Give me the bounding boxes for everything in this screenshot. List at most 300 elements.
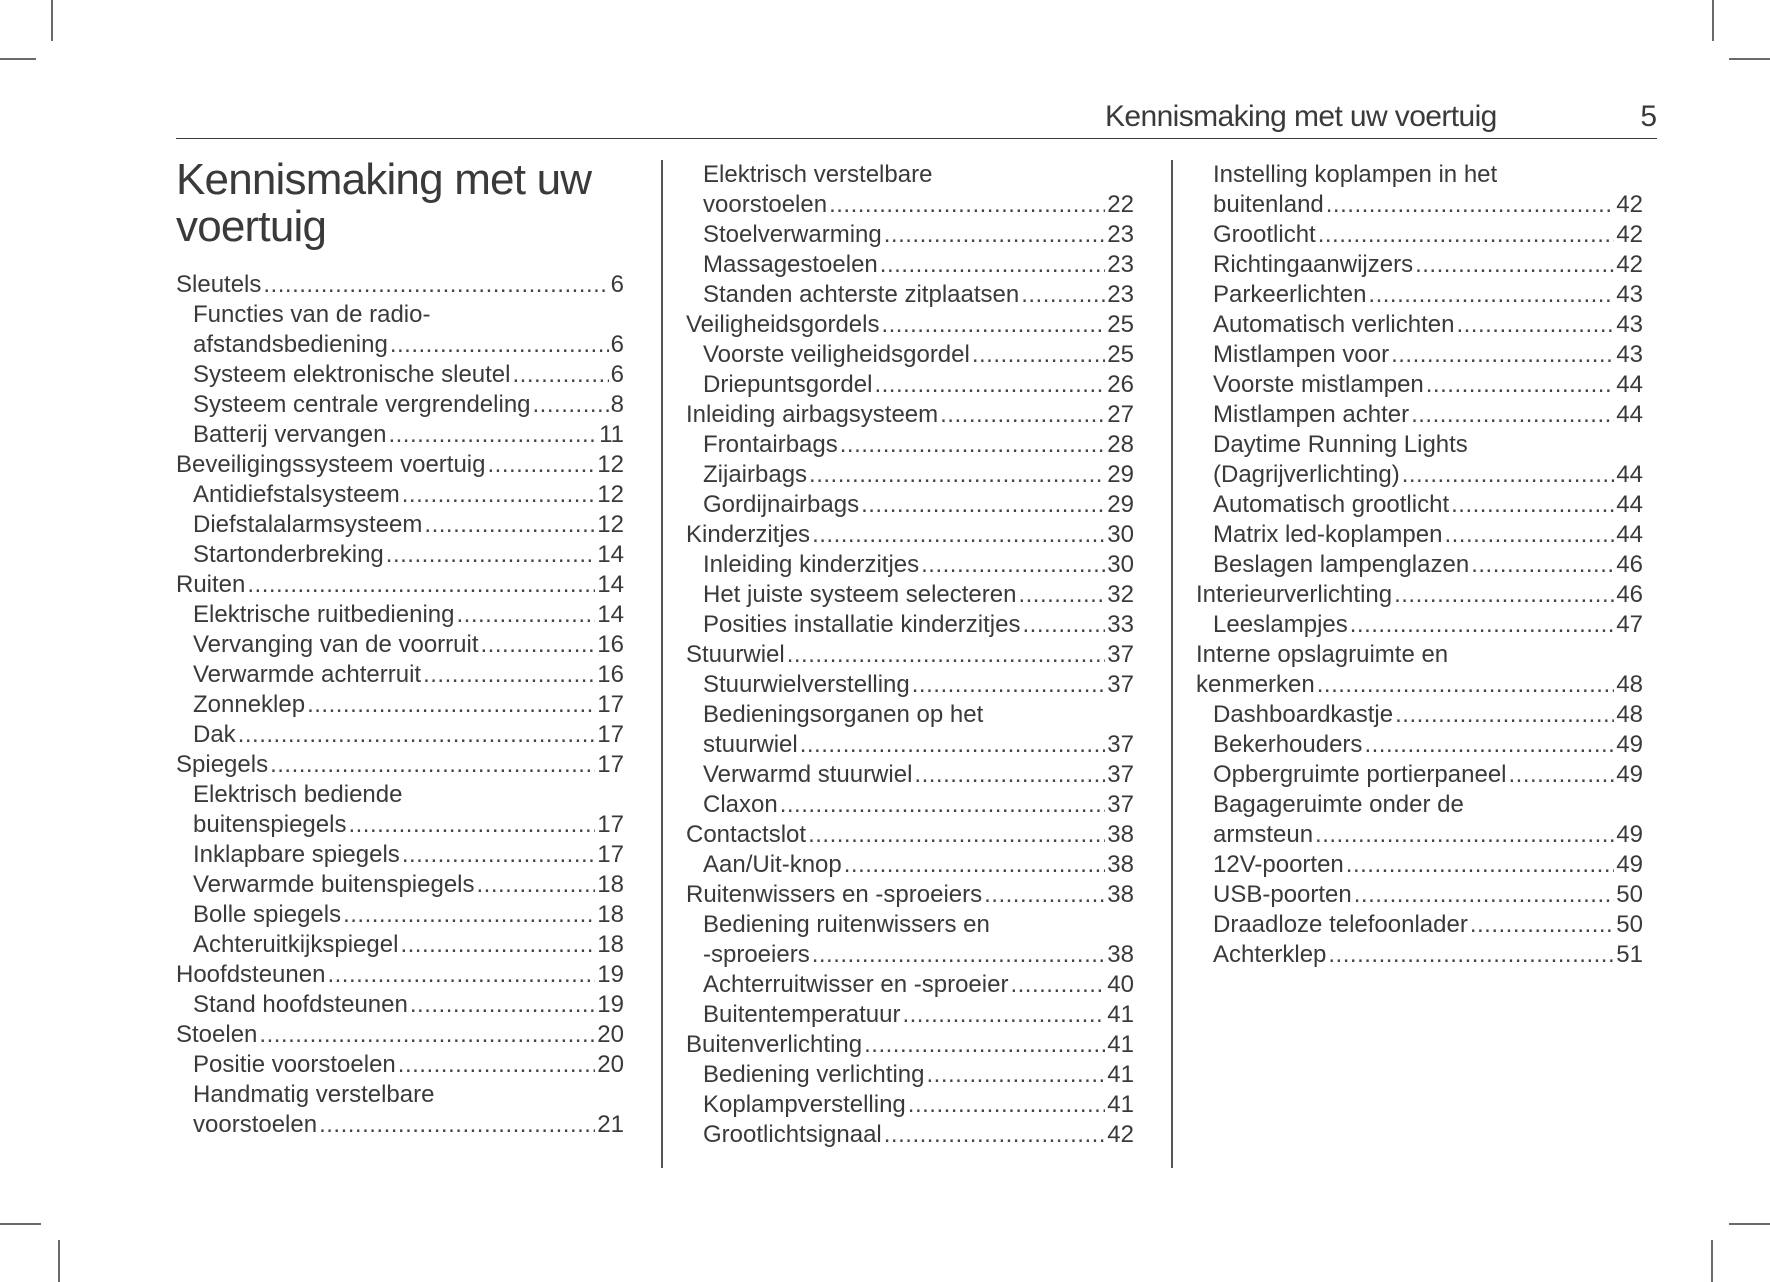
toc-entry[interactable] — [176, 930, 624, 960]
toc-entry[interactable] — [686, 220, 1134, 250]
dot-leader — [1315, 820, 1614, 850]
toc-entry-page: 18 — [597, 901, 624, 928]
dot-leader — [787, 640, 1106, 670]
toc-entry[interactable] — [1196, 430, 1643, 490]
toc-entry-title: Elektrische ruitbediening — [193, 601, 455, 628]
toc-entry-page: 38 — [1107, 821, 1134, 848]
toc-entry[interactable] — [686, 550, 1134, 580]
toc-entry-title: Beveiligingssysteem voertuig — [176, 451, 486, 478]
dot-leader — [1395, 700, 1614, 730]
toc-entry[interactable] — [1196, 160, 1643, 220]
toc-entry[interactable] — [1196, 250, 1643, 280]
toc-entry-title: Interieurverlichting — [1196, 581, 1393, 608]
dot-leader — [307, 690, 595, 720]
dot-leader — [829, 190, 1105, 220]
toc-entry-title: Bekerhouders — [1213, 731, 1363, 758]
toc-entry[interactable] — [1196, 850, 1643, 880]
running-header — [176, 100, 1657, 139]
dot-leader — [921, 550, 1105, 580]
toc-entry-title: Dak — [193, 721, 236, 748]
toc-entry[interactable] — [1196, 490, 1643, 520]
dot-leader — [812, 520, 1105, 550]
toc-entry-page: 14 — [597, 571, 624, 598]
toc-entry-page: 37 — [1107, 791, 1134, 818]
toc-entry[interactable] — [686, 370, 1134, 400]
dot-leader — [1444, 520, 1614, 550]
dot-leader — [247, 570, 595, 600]
toc-entry-title: Antidiefstalsysteem — [193, 481, 400, 508]
toc-entry[interactable] — [176, 450, 624, 480]
dot-leader — [259, 1020, 595, 1050]
toc-entry-title: Automatisch verlichten — [1213, 311, 1455, 338]
toc-entry-page: 46 — [1616, 551, 1643, 578]
toc-entry-page: 48 — [1616, 671, 1643, 698]
toc-entry-title: Posities installatie kinderzitjes — [703, 611, 1021, 638]
dot-leader — [263, 270, 608, 300]
toc-entry-page: 27 — [1107, 401, 1134, 428]
toc-entry-page: 37 — [1107, 761, 1134, 788]
toc-entry-page: 38 — [1107, 851, 1134, 878]
dot-leader — [1394, 580, 1614, 610]
crop-mark-bottom-right-vertical — [1711, 1240, 1713, 1282]
toc-entry-title-line: Bediening ruitenwissers en — [703, 911, 990, 938]
dot-leader — [512, 360, 608, 390]
toc-entry[interactable] — [1196, 280, 1643, 310]
toc-entry[interactable] — [686, 490, 1134, 520]
toc-entry-page: 17 — [597, 751, 624, 778]
toc-entry-title: Automatisch grootlicht — [1213, 491, 1450, 518]
toc-entry[interactable] — [1196, 550, 1643, 580]
toc-entry-title: Driepuntsgordel — [703, 371, 873, 398]
toc-entry-title-line: Functies van de radio- — [193, 301, 431, 328]
toc-entry-page: 17 — [597, 841, 624, 868]
toc-entry-title: Sleutels — [176, 271, 262, 298]
dot-leader — [808, 820, 1105, 850]
toc-entry[interactable] — [176, 960, 624, 990]
toc-entry[interactable] — [176, 420, 624, 450]
dot-leader — [812, 940, 1106, 970]
toc-entry[interactable] — [1196, 640, 1643, 700]
toc-entry-title: (Dagrijverlichting) — [1213, 461, 1400, 488]
toc-entry[interactable] — [176, 870, 624, 900]
dot-leader — [912, 670, 1106, 700]
toc-entry-title: Startonderbreking — [193, 541, 384, 568]
toc-entry-page: 43 — [1616, 311, 1643, 338]
toc-entry[interactable] — [176, 690, 624, 720]
toc-entry-page: 33 — [1107, 611, 1134, 638]
toc-entry-title-line: Daytime Running Lights — [1213, 431, 1468, 458]
toc-entry-title-line: Handmatig verstelbare — [193, 1081, 435, 1108]
dot-leader — [874, 370, 1105, 400]
toc-entry-title: 12V-poorten — [1213, 851, 1344, 878]
toc-entry[interactable] — [686, 160, 1134, 220]
dot-leader — [1471, 550, 1614, 580]
toc-entry-title: Standen achterste zitplaatsen — [703, 281, 1020, 308]
toc-entry-page: 42 — [1107, 1121, 1134, 1148]
toc-entry-page: 37 — [1107, 671, 1134, 698]
dot-leader — [398, 1050, 596, 1080]
toc-entry[interactable] — [176, 570, 624, 600]
toc-entry-title-line: Interne opslagruimte en — [1196, 641, 1449, 668]
crop-mark-bottom-left-horizontal — [0, 1223, 41, 1225]
toc-entry[interactable] — [686, 970, 1134, 1000]
toc-entry-page: 30 — [1107, 551, 1134, 578]
dot-leader — [902, 1000, 1105, 1030]
toc-entry-page: 23 — [1107, 251, 1134, 278]
dot-leader — [343, 900, 595, 930]
toc-entry[interactable] — [686, 850, 1134, 880]
toc-entry[interactable] — [686, 520, 1134, 550]
toc-entry[interactable] — [176, 390, 624, 420]
toc-entry-title: stuurwiel — [703, 731, 798, 758]
toc-entry-page: 14 — [597, 541, 624, 568]
dot-leader — [1391, 340, 1614, 370]
toc-entry[interactable] — [176, 300, 624, 360]
toc-entry-title: Mistlampen voor — [1213, 341, 1390, 368]
toc-entry-title: Stuurwiel — [686, 641, 785, 668]
toc-entry[interactable] — [1196, 520, 1643, 550]
toc-entry-title: Claxon — [703, 791, 778, 818]
toc-entry-title: afstandsbediening — [193, 331, 388, 358]
toc-entry-page: 12 — [597, 481, 624, 508]
toc-entry[interactable] — [1196, 760, 1643, 790]
dot-leader — [884, 1120, 1106, 1150]
toc-entry-title: Verwarmde achterruit — [193, 661, 422, 688]
toc-entry-title: Verwarmde buitenspiegels — [193, 871, 475, 898]
crop-mark-top-left-vertical — [51, 0, 53, 41]
toc-entry[interactable] — [686, 640, 1134, 670]
dot-leader — [319, 1110, 595, 1140]
column-divider — [1171, 160, 1173, 1168]
toc-entry[interactable] — [176, 1080, 624, 1140]
toc-entry[interactable] — [176, 270, 624, 300]
toc-entry-title: Dashboardkastje — [1213, 701, 1394, 728]
crop-mark-top-right-vertical — [1712, 0, 1714, 41]
toc-entry-page: 48 — [1616, 701, 1643, 728]
toc-entry-title: Inleiding airbagsysteem — [686, 401, 939, 428]
toc-entry-page: 49 — [1616, 851, 1643, 878]
dot-leader — [1022, 610, 1105, 640]
running-header-title: Kennismaking met uw voertuig — [1105, 100, 1497, 133]
dot-leader — [861, 490, 1105, 520]
toc-entry[interactable] — [686, 1000, 1134, 1030]
toc-column-3 — [1196, 160, 1643, 970]
toc-entry[interactable] — [1196, 400, 1643, 430]
dot-leader — [533, 390, 609, 420]
toc-entry-page: 6 — [610, 331, 624, 358]
toc-entry[interactable] — [686, 460, 1134, 490]
toc-entry-title: Buitenverlichting — [686, 1031, 863, 1058]
toc-entry-title: Het juiste systeem selecteren — [703, 581, 1017, 608]
toc-entry-page: 16 — [597, 631, 624, 658]
toc-entry[interactable] — [1196, 790, 1643, 850]
toc-entry[interactable] — [176, 780, 624, 840]
toc-entry-page: 28 — [1107, 431, 1134, 458]
toc-entry-title: Zijairbags — [703, 461, 808, 488]
toc-column-1 — [176, 270, 624, 1140]
toc-entry-title: Opbergruimte portierpaneel — [1213, 761, 1507, 788]
toc-entry[interactable] — [686, 580, 1134, 610]
toc-entry-page: 23 — [1107, 281, 1134, 308]
toc-entry[interactable] — [1196, 340, 1643, 370]
toc-entry-page: 43 — [1616, 281, 1643, 308]
toc-entry-page: 40 — [1107, 971, 1134, 998]
toc-entry-page: 19 — [597, 961, 624, 988]
toc-entry-page: 41 — [1107, 1061, 1134, 1088]
toc-entry[interactable] — [176, 840, 624, 870]
toc-entry-title: Richtingaanwijzers — [1213, 251, 1414, 278]
toc-entry-page: 23 — [1107, 221, 1134, 248]
toc-entry-page: 16 — [597, 661, 624, 688]
toc-entry[interactable] — [176, 1050, 624, 1080]
dot-leader — [840, 430, 1106, 460]
toc-entry-page: 6 — [610, 271, 624, 298]
toc-entry[interactable] — [1196, 370, 1643, 400]
toc-entry-title: Frontairbags — [703, 431, 838, 458]
toc-entry-page: 19 — [597, 991, 624, 1018]
toc-entry[interactable] — [686, 1060, 1134, 1090]
toc-entry-page: 29 — [1107, 461, 1134, 488]
toc-entry-page: 44 — [1616, 461, 1643, 488]
toc-entry[interactable] — [1196, 880, 1643, 910]
dot-leader — [864, 1030, 1105, 1060]
toc-entry[interactable] — [1196, 940, 1643, 970]
toc-entry-title: Inleiding kinderzitjes — [703, 551, 920, 578]
dot-leader — [1346, 850, 1615, 880]
toc-entry-title: Verwarmd stuurwiel — [703, 761, 913, 788]
toc-entry[interactable] — [686, 820, 1134, 850]
toc-entry-title: Leeslampjes — [1213, 611, 1348, 638]
toc-entry-title: Hoofdsteunen — [176, 961, 326, 988]
toc-entry-title: Stoelverwarming — [703, 221, 882, 248]
toc-entry-title-line: Bagageruimte onder de — [1213, 791, 1464, 818]
toc-entry-title: armsteun — [1213, 821, 1314, 848]
dot-leader — [1354, 880, 1615, 910]
toc-entry-title-line: Elektrisch bediende — [193, 781, 403, 808]
toc-entry-page: 44 — [1616, 401, 1643, 428]
dot-leader — [1317, 670, 1615, 700]
toc-entry-page: 42 — [1616, 191, 1643, 218]
dot-leader — [908, 1090, 1106, 1120]
toc-entry-page: 32 — [1107, 581, 1134, 608]
toc-entry[interactable] — [176, 720, 624, 750]
toc-entry[interactable] — [176, 750, 624, 780]
toc-entry[interactable] — [176, 1020, 624, 1050]
toc-entry-title: Kinderzitjes — [686, 521, 811, 548]
crop-mark-bottom-left-vertical — [58, 1240, 60, 1282]
toc-entry-title: Stuurwielverstelling — [703, 671, 910, 698]
toc-entry[interactable] — [686, 250, 1134, 280]
toc-entry[interactable] — [176, 510, 624, 540]
dot-leader — [423, 660, 595, 690]
toc-entry-page: 46 — [1616, 581, 1643, 608]
toc-entry[interactable] — [686, 400, 1134, 430]
dot-leader — [884, 220, 1106, 250]
toc-entry-title: Draadloze telefoonlader — [1213, 911, 1468, 938]
toc-entry[interactable] — [686, 430, 1134, 460]
toc-entry-title: Ruiten — [176, 571, 246, 598]
toc-entry[interactable] — [1196, 310, 1643, 340]
toc-entry-title: Positie voorstoelen — [193, 1051, 396, 1078]
toc-entry-title: Voorste veiligheidsgordel — [703, 341, 970, 368]
dot-leader — [1426, 370, 1615, 400]
toc-entry-title: Parkeerlichten — [1213, 281, 1367, 308]
toc-entry-title-line: Elektrisch verstelbare — [703, 161, 933, 188]
toc-entry-title: Mistlampen achter — [1213, 401, 1410, 428]
toc-entry-title: buitenland — [1213, 191, 1324, 218]
toc-entry-page: 37 — [1107, 731, 1134, 758]
dot-leader — [1470, 910, 1614, 940]
dot-leader — [1509, 760, 1615, 790]
chapter-title: Kennismaking met uw voertuig — [176, 155, 592, 251]
toc-entry[interactable] — [1196, 910, 1643, 940]
toc-entry-title: buitenspiegels — [193, 811, 347, 838]
toc-entry-title: Stoelen — [176, 1021, 258, 1048]
dot-leader — [487, 450, 595, 480]
dot-leader — [800, 730, 1106, 760]
toc-entry-page: 42 — [1616, 251, 1643, 278]
toc-entry[interactable] — [686, 610, 1134, 640]
toc-entry-title: Contactslot — [686, 821, 807, 848]
dot-leader — [410, 990, 595, 1020]
toc-entry[interactable] — [176, 480, 624, 510]
toc-entry[interactable] — [686, 1090, 1134, 1120]
toc-entry-title: Aan/Uit-knop — [703, 851, 842, 878]
toc-entry-title: Batterij vervangen — [193, 421, 387, 448]
toc-entry-title: voorstoelen — [193, 1111, 318, 1138]
toc-entry[interactable] — [686, 1030, 1134, 1060]
dot-leader — [386, 540, 596, 570]
crop-mark-bottom-right-horizontal — [1729, 1223, 1770, 1225]
toc-entry[interactable] — [686, 790, 1134, 820]
dot-leader — [1018, 580, 1105, 610]
page-number: 5 — [1640, 100, 1657, 133]
toc-entry-page: 38 — [1107, 941, 1134, 968]
toc-entry[interactable] — [1196, 220, 1643, 250]
dot-leader — [926, 1060, 1105, 1090]
toc-entry-title: Massagestoelen — [703, 251, 878, 278]
toc-entry-title: Diefstalalarmsysteem — [193, 511, 423, 538]
toc-entry[interactable] — [686, 340, 1134, 370]
toc-entry-page: 50 — [1616, 881, 1643, 908]
toc-entry[interactable] — [176, 900, 624, 930]
toc-entry-page: 17 — [597, 691, 624, 718]
toc-entry[interactable] — [176, 540, 624, 570]
toc-entry-title: Bolle spiegels — [193, 901, 342, 928]
toc-entry[interactable] — [686, 1120, 1134, 1150]
toc-entry[interactable] — [686, 760, 1134, 790]
dot-leader — [424, 510, 595, 540]
toc-entry-page: 49 — [1616, 821, 1643, 848]
toc-entry[interactable] — [1196, 730, 1643, 760]
toc-entry[interactable] — [176, 990, 624, 1020]
toc-entry-page: 44 — [1616, 521, 1643, 548]
toc-entry[interactable] — [686, 670, 1134, 700]
dot-leader — [809, 460, 1105, 490]
toc-entry[interactable] — [176, 360, 624, 390]
toc-entry[interactable] — [1196, 700, 1643, 730]
toc-entry-page: 20 — [597, 1051, 624, 1078]
dot-leader — [402, 840, 595, 870]
dot-leader — [1402, 460, 1615, 490]
toc-entry-title: Gordijnairbags — [703, 491, 860, 518]
toc-entry[interactable] — [1196, 580, 1643, 610]
toc-entry-page: 47 — [1616, 611, 1643, 638]
toc-entry[interactable] — [686, 310, 1134, 340]
toc-entry[interactable] — [686, 880, 1134, 910]
toc-entry-title: Grootlicht — [1213, 221, 1316, 248]
toc-entry-page: 12 — [597, 511, 624, 538]
toc-entry-title: Bediening verlichting — [703, 1061, 925, 1088]
dot-leader — [456, 600, 595, 630]
toc-entry-page: 41 — [1107, 1001, 1134, 1028]
toc-entry-title: Koplampverstelling — [703, 1091, 906, 1118]
dot-leader — [972, 340, 1105, 370]
dot-leader — [1364, 730, 1614, 760]
dot-leader — [1350, 610, 1615, 640]
dot-leader — [984, 880, 1105, 910]
toc-entry[interactable] — [686, 910, 1134, 970]
toc-entry[interactable] — [686, 280, 1134, 310]
dot-leader — [402, 480, 596, 510]
crop-mark-top-right-horizontal — [1729, 58, 1770, 60]
toc-entry-page: 49 — [1616, 761, 1643, 788]
dot-leader — [270, 750, 595, 780]
toc-entry-page: 11 — [599, 421, 624, 448]
dot-leader — [477, 870, 596, 900]
toc-entry[interactable] — [176, 630, 624, 660]
toc-entry-title: Stand hoofdsteunen — [193, 991, 408, 1018]
toc-entry-title: Buitentemperatuur — [703, 1001, 901, 1028]
toc-entry-page: 18 — [597, 931, 624, 958]
toc-entry-page: 30 — [1107, 521, 1134, 548]
dot-leader — [348, 810, 595, 840]
toc-entry[interactable] — [176, 660, 624, 690]
toc-entry-page: 22 — [1107, 191, 1134, 218]
toc-entry[interactable] — [176, 600, 624, 630]
toc-entry-title: USB-poorten — [1213, 881, 1352, 908]
toc-entry-page: 51 — [1616, 941, 1643, 968]
dot-leader — [1021, 280, 1105, 310]
dot-leader — [780, 790, 1106, 820]
toc-entry-title-line: Bedieningsorganen op het — [703, 701, 984, 728]
toc-entry-title: Achterruitwisser en -sproeier — [703, 971, 1009, 998]
dot-leader — [481, 630, 596, 660]
toc-entry-title: Zonneklep — [193, 691, 306, 718]
toc-entry-page: 17 — [597, 721, 624, 748]
dot-leader — [390, 330, 609, 360]
toc-entry[interactable] — [1196, 610, 1643, 640]
dot-leader — [880, 250, 1106, 280]
toc-entry-page: 12 — [597, 451, 624, 478]
toc-entry-title: Voorste mistlampen — [1213, 371, 1424, 398]
toc-entry-title: Matrix led-koplampen — [1213, 521, 1443, 548]
toc-entry[interactable] — [686, 700, 1134, 760]
dot-leader — [1328, 940, 1614, 970]
toc-entry-page: 17 — [597, 811, 624, 838]
toc-entry-page: 21 — [597, 1111, 624, 1138]
toc-entry-title: Inklapbare spiegels — [193, 841, 400, 868]
dot-leader — [388, 420, 597, 450]
dot-leader — [238, 720, 596, 750]
toc-entry-page: 6 — [610, 361, 624, 388]
toc-column-2 — [686, 160, 1134, 1150]
toc-entry-page: 8 — [610, 391, 624, 418]
dot-leader — [1411, 400, 1614, 430]
toc-entry-title: -sproeiers — [703, 941, 810, 968]
toc-entry-page: 37 — [1107, 641, 1134, 668]
toc-entry-title: Veiligheidsgordels — [686, 311, 880, 338]
